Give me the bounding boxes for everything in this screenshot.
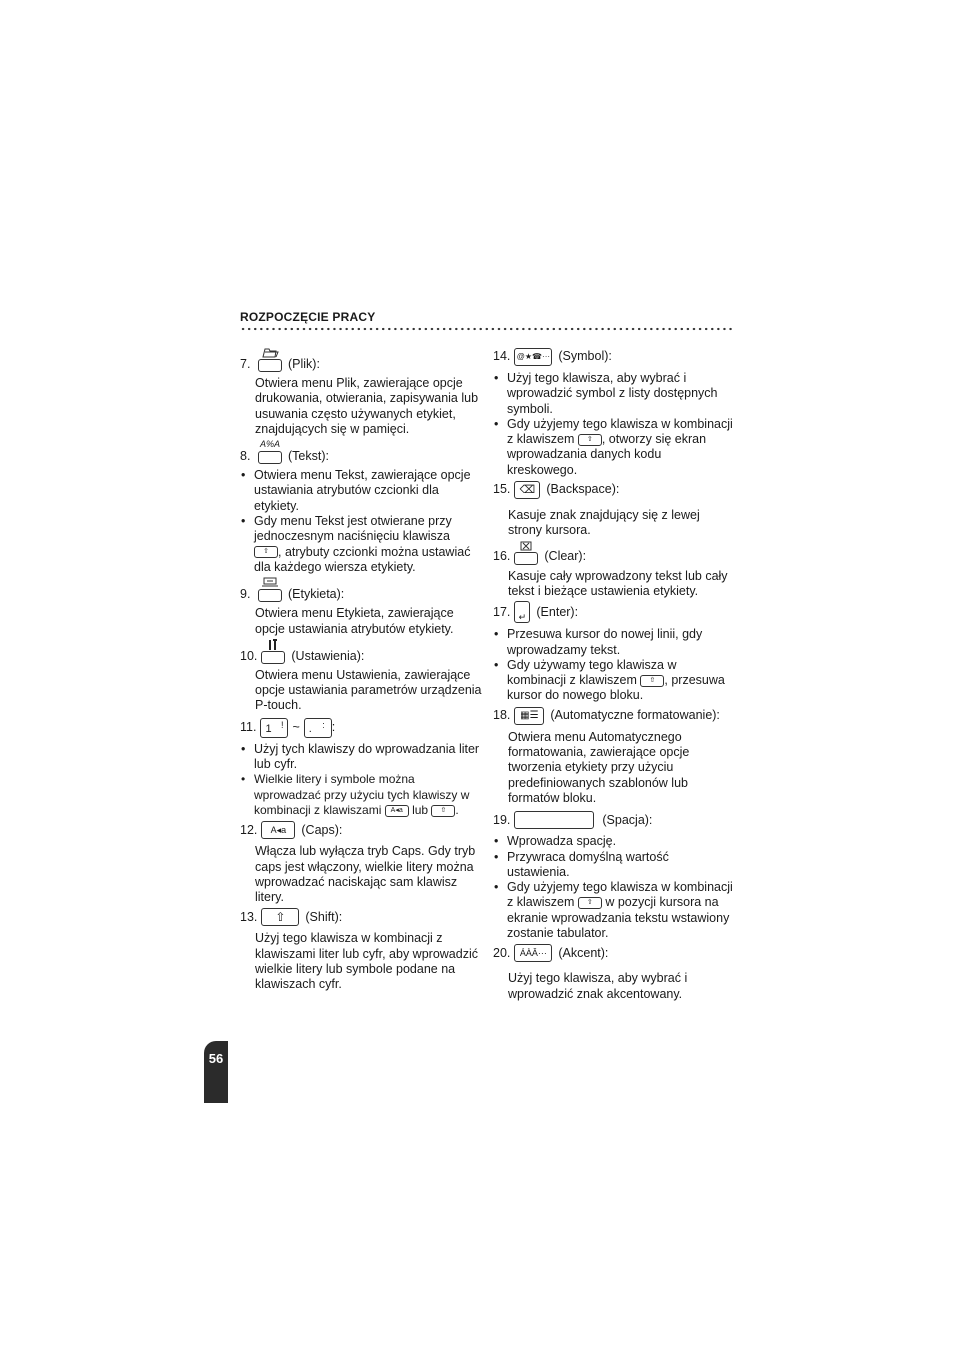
list-item: • Otwiera menu Tekst, zawierające opcje ustawiania atrybutów czcionki dla etykiety. — [240, 468, 482, 514]
item-13-description: Użyj tego klawisza w kombinacji z klawiszami liter lub cyfr, aby wprowadzić wielkie litery lub symbole podane na klawiszach cyfr. — [255, 931, 478, 992]
item-11-bullets — [240, 742, 482, 818]
accent-key-icon: ÁÀÂ··· — [514, 944, 552, 962]
shift-key-icon: ⇧ — [261, 908, 299, 926]
shift-key-icon: ⇧ — [640, 675, 664, 687]
list-item: • Gdy menu Tekst jest otwierane przy jednoczesnym naciśnięciu klawisza ⇧ , atrybuty czcionki można ustawiać dla każdego wiersza etykiety. — [240, 514, 482, 575]
item-14-heading: 14. @★☎··· (Symbol): — [493, 347, 733, 367]
item-10-heading: 10. (Ustawienia): — [240, 639, 482, 664]
list-item: • Użyj tych klawiszy do wprowadzania liter lub cyfr. — [240, 742, 482, 773]
auto-format-key-icon: ▦☰ — [514, 707, 544, 725]
caps-key-icon: A◂a — [385, 805, 409, 817]
item-14-bullets — [493, 371, 733, 478]
symbol-key-icon: @★☎··· — [514, 348, 552, 366]
list-item: • Przesuwa kursor do nowej linii, gdy wprowadzamy tekst. — [493, 627, 733, 658]
item-17-heading: 17. ↵ (Enter): — [493, 601, 733, 623]
item-13-heading: 13. ⇧ (Shift): — [240, 909, 343, 925]
right-column — [493, 347, 733, 1004]
backspace-key-icon: ⌫ — [514, 481, 540, 499]
period-key-icon: . : — [304, 718, 332, 738]
item-17-bullets — [493, 627, 733, 703]
item-11-heading: 11. 1 ! ~ . : : — [240, 718, 482, 738]
enter-key-icon: ↵ — [514, 601, 530, 623]
shift-key-icon: ⇧ — [431, 805, 455, 817]
dotted-divider — [240, 326, 732, 332]
shift-key-icon: ⇧ — [578, 434, 602, 446]
space-key-icon — [514, 811, 594, 829]
item-15-description: Kasuje znak znajdujący się z lewej strony kursora. — [508, 508, 700, 538]
item-12-description: Włącza lub wyłącza tryb Caps. Gdy tryb caps jest włączony, wielkie litery można wprowadzać naciskając sam klawisz litery. — [255, 844, 476, 905]
list-item: • Przywraca domyślną wartość ustawienia. — [493, 850, 733, 881]
item-18-description: Otwiera menu Automatycznego formatowania, zawierające opcje tworzenia etykiety przy użyciu predefiniowanych szablonów lub formatów bloku. — [508, 729, 690, 805]
item-16-description: Kasuje cały wprowadzony tekst lub cały tekst i bieżące ustawienia etykiety. — [508, 568, 728, 598]
label-icon — [258, 577, 282, 602]
item-12-heading: 12. A◂a (Caps): — [240, 820, 482, 840]
list-item: • Gdy użyjemy tego klawisza w kombinacji z klawiszem ⇧ w pozycji kursora na ekranie wprowadzania tekstu wstawiony zostanie tabulator. — [493, 880, 733, 941]
page-number-tab: 56 — [204, 1041, 228, 1103]
caps-key-icon: A◂a — [261, 821, 295, 839]
left-column — [240, 347, 482, 995]
list-item: • Gdy używamy tego klawisza w kombinacji z klawiszem ⇧ , przesuwa kursor do nowego bloku. — [493, 658, 733, 704]
item-19-heading: 19. (Spacja): — [493, 810, 733, 830]
tools-icon — [261, 639, 285, 664]
item-19-bullets — [493, 834, 733, 941]
folder-open-icon — [258, 347, 282, 372]
item-18-heading: 18. ▦☰ (Automatyczne formatowanie): — [493, 706, 733, 726]
item-20-heading: 20. ÁÀÂ··· (Akcent): — [493, 943, 733, 963]
list-item: • Gdy użyjemy tego klawisza w kombinacji z klawiszem ⇧ , otworzy się ekran wprowadzania danych kodu kreskowego. — [493, 417, 733, 478]
text-style-icon: A%A — [258, 439, 282, 464]
item-7-description: Otwiera menu Plik, zawierające opcje drukowania, otwierania, zapisywania lub usuwania często używanych etykiet, znajdujących się w pamięci. — [255, 376, 479, 436]
item-8-bullets — [240, 468, 482, 575]
section-title: ROZPOCZĘCIE PRACY — [240, 310, 376, 324]
item-20-description: Użyj tego klawisza, aby wybrać i wprowadzić znak akcentowany. — [508, 971, 688, 1001]
clear-icon — [514, 541, 538, 565]
list-item: • Wprowadza spację. — [493, 834, 733, 849]
item-9-description: Otwiera menu Etykieta, zawierające opcje ustawiania atrybutów etykiety. — [255, 606, 454, 636]
item-10-description: Otwiera menu Ustawienia, zawierające opcje ustawiania parametrów urządzenia P-touch. — [255, 667, 482, 713]
item-7-heading: 7. (Plik): — [240, 347, 482, 372]
item-16-heading: 16. (Clear): — [493, 541, 733, 565]
item-9-heading: 9. (Etykieta): — [240, 577, 482, 602]
digit-one-key-icon: 1 ! — [260, 718, 288, 738]
shift-key-icon: ⇧ — [578, 897, 602, 909]
list-item: • Użyj tego klawisza, aby wybrać i wprowadzić symbol z listy dostępnych symboli. — [493, 371, 733, 417]
list-item: • Wielkie litery i symbole można wprowadzać przy użyciu tych klawiszy w kombinacji z klawiszami A◂a lub ⇧ . — [240, 772, 482, 818]
item-15-heading: 15. ⌫ (Backspace): — [493, 480, 733, 500]
item-8-heading: 8. A%A (Tekst): — [240, 439, 329, 463]
shift-key-icon: ⇧ — [254, 546, 278, 558]
